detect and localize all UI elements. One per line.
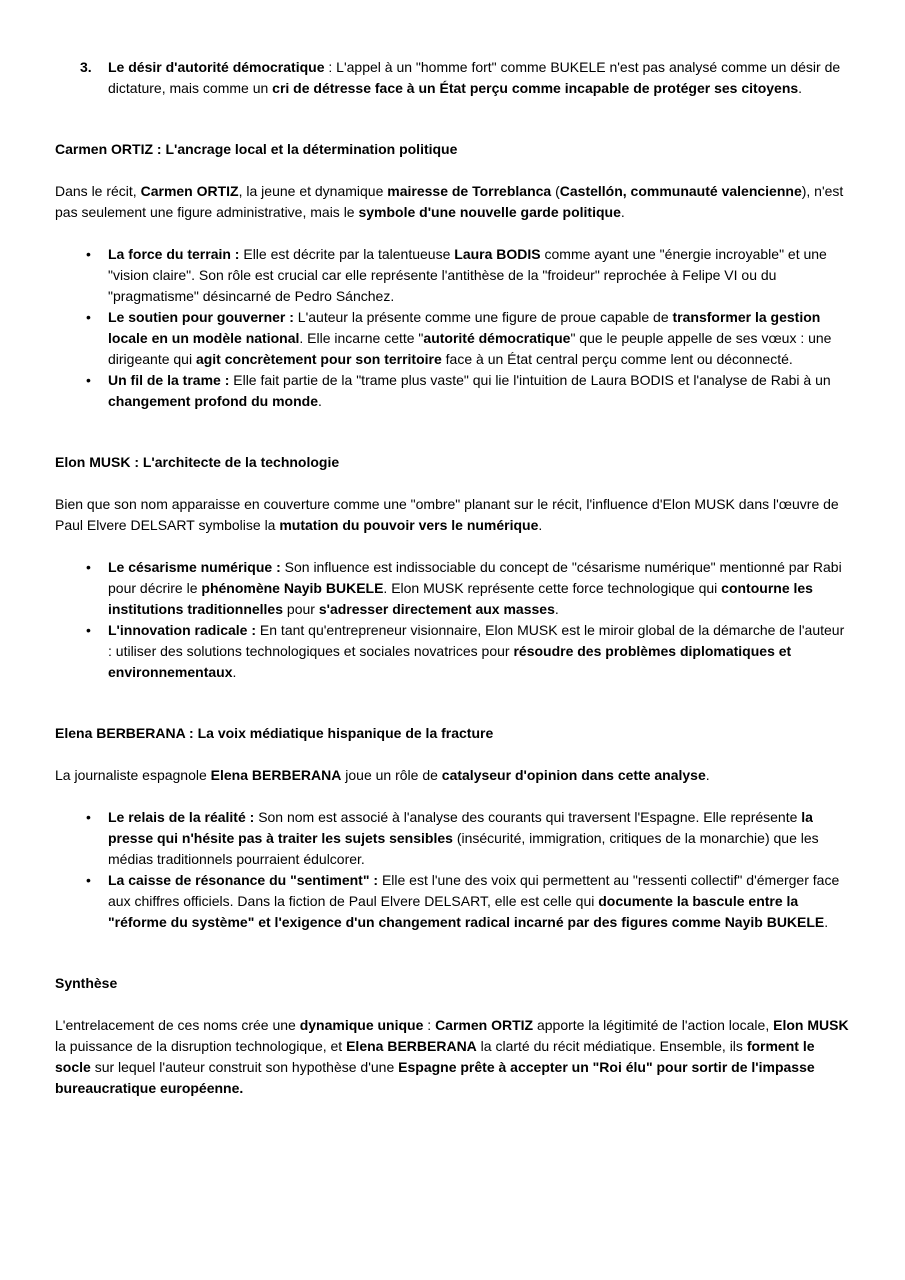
- section-intro-elena-berberana: La journaliste espagnole Elena BERBERANA joue un rôle de catalyseur d'opinion dans cette analyse.: [55, 767, 710, 783]
- bullet-list-carmen-ortiz: [55, 244, 849, 412]
- list-item-number: 3.: [80, 59, 92, 75]
- list-item-text: Le désir d'autorité démocratique : L'appel à un "homme fort" comme BUKELE n'est pas analysé comme un désir de dictature, mais comme un cri de détresse face à un État perçu comme incapable de protéger ses citoyens.: [108, 59, 841, 96]
- bullet-list-elena-berberana: [55, 807, 849, 933]
- list-item: • Le relais de la réalité : Son nom est associé à l'analyse des courants qui traversent l'Espagne. Elle représente la presse qui n'hésite pas à traiter les sujets sensibles (insécurité, immigration, critiques de la monarchie) que les médias traditionnels pourraient édulcorer.: [55, 807, 849, 870]
- section-intro-carmen-ortiz: Dans le récit, Carmen ORTIZ, la jeune et dynamique mairesse de Torreblanca (Castellón, communauté valencienne), n'est pas seulement une figure administrative, mais le symbole d'une nouvelle garde politique.: [55, 183, 844, 220]
- list-item: • Un fil de la trame : Elle fait partie de la "trame plus vaste" qui lie l'intuition de Laura BODIS et l'analyse de Rabi à un changement profond du monde.: [55, 370, 849, 412]
- list-item: • L'innovation radicale : En tant qu'entrepreneur visionnaire, Elon MUSK est le miroir global de la démarche de l'auteur : utiliser des solutions technologiques et sociales novatrices pour résoudre des problèmes diplomatiques et environnementaux.: [55, 620, 849, 683]
- section-intro-elon-musk: Bien que son nom apparaisse en couverture comme une "ombre" planant sur le récit, l'influence d'Elon MUSK dans l'œuvre de Paul Elvere DELSART symbolise la mutation du pouvoir vers le numérique.: [55, 496, 839, 533]
- section-heading-elon-musk: Elon MUSK : L'architecte de la technologie: [55, 454, 340, 470]
- section-intro-synthese: L'entrelacement de ces noms crée une dynamique unique : Carmen ORTIZ apporte la légitimité de l'action locale, Elon MUSK la puissance de la disruption technologique, et Elena BERBERANA la clarté du récit médiatique. Ensemble, ils forment le socle sur lequel l'auteur construit son hypothèse d'une Espagne prête à accepter un "Roi élu" pour sortir de l'impasse bureaucratique européenne.: [55, 1017, 849, 1096]
- section-heading-elena-berberana: Elena BERBERANA : La voix médiatique hispanique de la fracture: [55, 725, 494, 741]
- section-heading-synthese: Synthèse: [55, 975, 118, 991]
- list-item: • Le césarisme numérique : Son influence est indissociable du concept de "césarisme numérique" mentionné par Rabi pour décrire le phénomène Nayib BUKELE. Elon MUSK représente cette force technologique qui contourne les institutions traditionnelles pour s'adresser directement aux masses.: [55, 557, 849, 620]
- list-item: • La force du terrain : Elle est décrite par la talentueuse Laura BODIS comme ayant une "énergie incroyable" et une "vision claire". Son rôle est crucial car elle représente l'antithèse de la "froideur" reprochée à Felipe VI ou du "pragmatisme" désincarné de Pedro Sánchez.: [55, 244, 849, 307]
- numbered-list-item-3: [55, 57, 849, 99]
- section-heading-carmen-ortiz: Carmen ORTIZ : L'ancrage local et la détermination politique: [55, 141, 458, 157]
- bullet-list-elon-musk: [55, 557, 849, 683]
- list-item: • Le soutien pour gouverner : L'auteur la présente comme une figure de proue capable de transformer la gestion locale en un modèle national. Elle incarne cette "autorité démocratique" que le peuple appelle de ses vœux : une dirigeante qui agit concrètement pour son territoire face à un État central perçu comme lent ou déconnecté.: [55, 307, 849, 370]
- list-item: • La caisse de résonance du "sentiment" : Elle est l'une des voix qui permettent au "ressenti collectif" d'émerger face aux chiffres officiels. Dans la fiction de Paul Elvere DELSART, elle est celle qui documente la bascule entre la "réforme du système" et l'exigence d'un changement radical incarné par des figures comme Nayib BUKELE.: [55, 870, 849, 933]
